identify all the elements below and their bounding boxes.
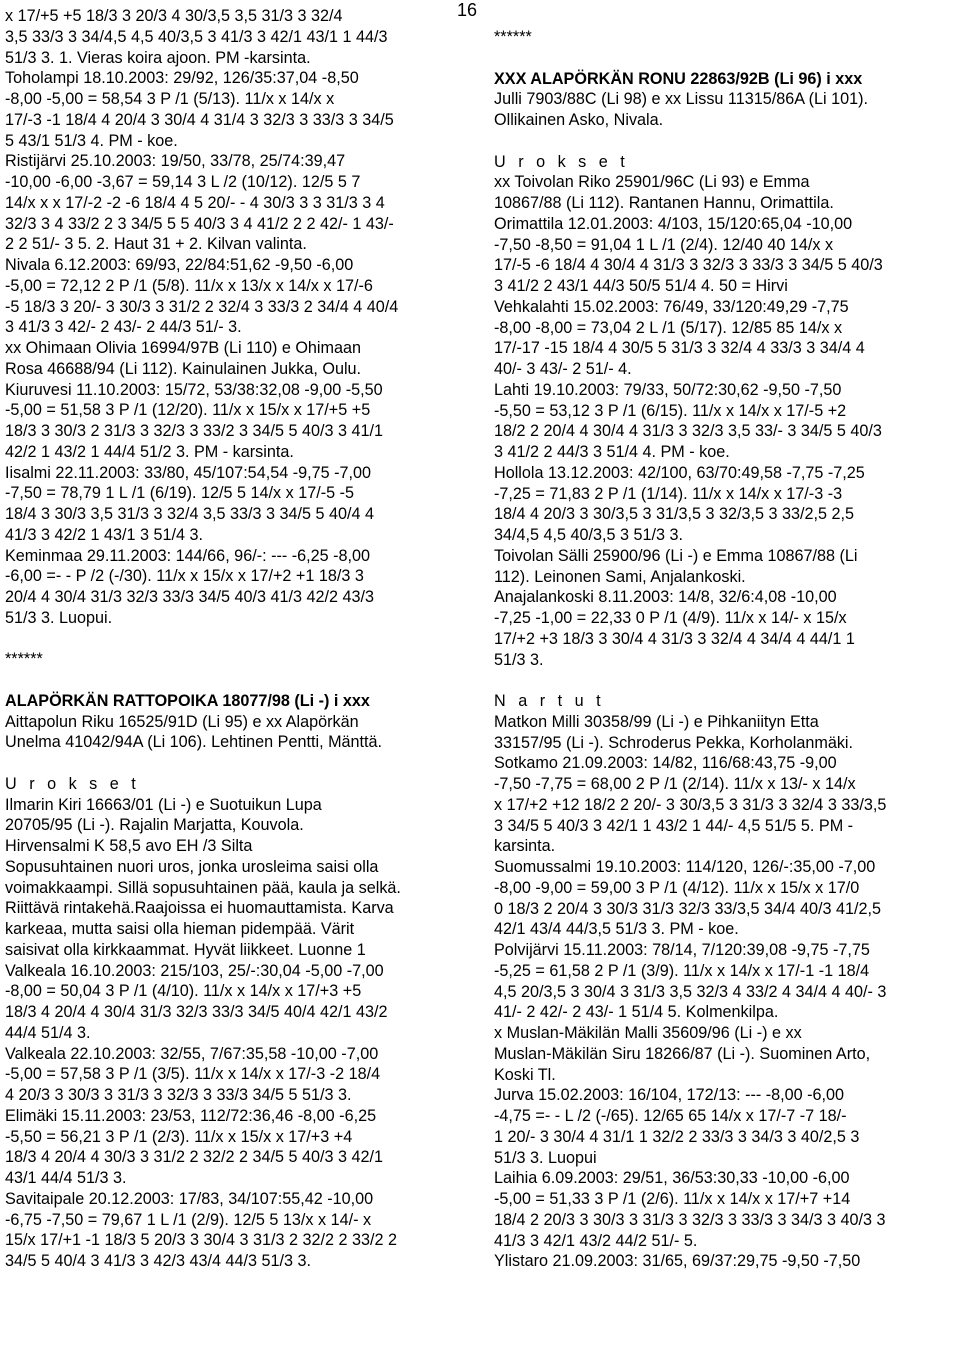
text-line: 4,5 20/3,5 3 30/4 3 31/3 3,5 32/3 4 33/2 4 34/4 4 40/- 3 [494, 982, 887, 1001]
text-line: 41/3 3 42/2 1 43/1 3 51/4 3. [5, 525, 204, 544]
text-line: 51/3 3. [494, 650, 544, 669]
text-line: 3 41/3 3 42/- 2 43/- 2 44/3 51/- 3. [5, 318, 242, 337]
text-line: Anajalankoski 8.11.2003: 14/8, 32/6:4,08 -10,00 [494, 588, 837, 607]
text-line: x 17/+2 +12 18/2 2 20/- 3 30/3,5 3 31/3 3 32/4 3 33/3,5 [494, 795, 887, 814]
text-line: Hollola 13.12.2003: 42/100, 63/70:49,58 -7,75 -7,25 [494, 463, 865, 482]
text-line [5, 670, 467, 691]
text-line: 42/2 1 43/2 1 44/4 51/2 3. PM - karsinta. [5, 442, 294, 461]
text-line: -7,50 -8,50 = 91,04 1 L /1 (2/4). 12/40 40 14/x x [494, 235, 834, 254]
text-line: -5,00 = 72,12 2 P /1 (5/8). 11/x x 13/x x 14/x x 17/-6 [5, 276, 373, 295]
text-line: -10,00 -6,00 -3,67 = 59,14 3 L /2 (10/12). 12/5 5 7 [5, 173, 361, 191]
page-number: 16 [457, 0, 478, 20]
text-line: ****** [5, 650, 43, 669]
text-line: -7,25 -1,00 = 22,33 0 P /1 (4/9). 11/x x 14/- x 15/x [494, 609, 847, 627]
text-line: Valkeala 22.10.2003: 32/55, 7/67:35,58 -10,00 -7,00 [5, 1044, 379, 1063]
text-line: 20705/95 (Li -). Rajalin Marjatta, Kouvola. [5, 816, 304, 835]
text-line: -5,00 = 51,33 3 P /1 (2/6). 11/x x 14/x x 17/+7 +14 [494, 1190, 851, 1208]
text-line: -6,00 =- - P /2 (-/30). 11/x x 15/x x 17/+2 +1 18/3 3 [5, 567, 364, 586]
text-line: 17/+2 +3 18/3 3 30/4 4 31/3 3 32/4 4 34/4 4 44/1 1 [494, 629, 855, 648]
text-line: 2 2 51/- 3 5. 2. Haut 31 + 2. Kilvan valinta. [5, 235, 307, 254]
text-line: Muslan-Mäkilän Siru 18266/87 (Li -). Suominen Arto, [494, 1044, 871, 1063]
text-line: 17/-5 -6 18/4 4 30/4 4 31/3 3 32/3 3 33/3 3 34/5 5 40/3 [494, 256, 883, 275]
text-line: Ilmarin Kiri 16663/01 (Li -) e Suotuikun Lupa [5, 795, 322, 814]
text-line: ALAPÖRKÄN RATTOPOIKA 18077/98 (Li -) i xxx [5, 691, 370, 710]
text-line: 1 20/- 3 30/4 4 31/1 1 32/2 2 33/3 3 34/3 3 40/2,5 3 [494, 1127, 860, 1146]
text-line: 43/1 44/4 51/3 3. [5, 1169, 127, 1187]
text-line: 14/x x x 17/-2 -2 -6 18/4 4 5 20/- - 4 30/3 3 3 31/3 3 4 [5, 193, 385, 212]
text-line: Kiuruvesi 11.10.2003: 15/72, 53/38:32,08 -9,00 -5,50 [5, 380, 383, 399]
text-line: 3,5 33/3 3 34/4,5 4,5 40/3,5 3 41/3 3 42/1 43/1 1 44/3 [5, 27, 388, 46]
text-line: xx Ohimaan Olivia 16994/97B (Li 110) e Ohimaan [5, 339, 362, 357]
text-line: 17/-17 -15 18/4 4 30/5 5 31/3 3 32/4 4 33/3 3 34/4 4 [494, 339, 865, 358]
text-line: -5 18/3 3 20/- 3 30/3 3 31/2 2 32/4 3 33/3 2 34/4 4 40/4 [5, 297, 399, 316]
text-line: Ristijärvi 25.10.2003: 19/50, 33/78, 25/74:39,47 [5, 152, 346, 171]
text-line: 40/- 3 43/- 2 51/- 4. [494, 360, 632, 378]
text-line: -7,50 -7,75 = 68,00 2 P /1 (2/14). 11/x x 13/- x 14/x [494, 775, 856, 793]
text-line: Suomussalmi 19.10.2003: 114/120, 126/-:35,00 -7,00 [494, 858, 876, 876]
text-line: -7,50 = 78,79 1 L /1 (6/19). 12/5 5 14/x x 17/-5 -5 [5, 484, 355, 503]
text-line: -5,50 = 53,12 3 P /1 (6/15). 11/x x 14/x x 17/-5 +2 [494, 401, 847, 420]
text-line: -5,25 = 61,58 2 P /1 (3/9). 11/x x 14/x x 17/-1 -1 18/4 [494, 961, 870, 980]
text-line: Matkon Milli 30358/99 (Li -) e Pihkaniityn Etta [494, 712, 819, 731]
text-line: Vehkalahti 15.02.2003: 76/49, 33/120:49,29 -7,75 [494, 297, 849, 316]
text-line: 18/4 3 30/3 3,5 31/3 3 32/4 3,5 33/3 3 34/5 5 40/4 4 [5, 505, 375, 523]
text-line: -4,75 =- - L /2 (-/65). 12/65 65 14/x x 17/-7 -7 18/- [494, 1107, 847, 1125]
text-line: karsinta. [494, 837, 556, 856]
text-line: XXX ALAPÖRKÄN RONU 22863/92B (Li 96) i xxx [494, 69, 863, 88]
text-line: 15/x 17/+1 -1 18/3 5 20/3 3 30/4 3 31/3 2 32/2 2 33/2 2 [5, 1231, 397, 1250]
text-line: 41/- 2 42/- 2 43/- 1 51/4 5. Kolmenkilpa. [494, 1003, 779, 1022]
text-line: 34/4,5 4,5 40/3,5 3 51/3 3. [494, 526, 684, 544]
text-line: Lahti 19.10.2003: 79/33, 50/72:30,62 -9,50 -7,50 [494, 380, 842, 399]
text-line: -5,00 = 51,58 3 P /1 (12/20). 11/x x 15/x x 17/+5 +5 [5, 401, 371, 420]
text-line: Keminmaa 29.11.2003: 144/66, 96/-: --- -6,25 -8,00 [5, 546, 371, 565]
text-line: Unelma 41042/94A (Li 106). Lehtinen Pentti, Mänttä. [5, 733, 383, 752]
text-line: 3 41/2 2 43/1 44/3 50/5 51/4 4. 50 = Hirvi [494, 277, 788, 295]
text-line: U r o k s e t [5, 774, 140, 793]
text-line: 4 20/3 3 30/3 3 31/3 3 32/3 3 33/3 34/5 5 51/3 3. [5, 1086, 352, 1104]
text-line: -8,00 -9,00 = 59,00 3 P /1 (4/12). 11/x x 15/x x 17/0 [494, 878, 860, 897]
text-line: 34/5 5 40/4 3 41/3 3 42/3 43/4 44/3 51/3 3. [5, 1252, 312, 1270]
text-line: 51/3 3. Luopui. [5, 608, 113, 627]
text-line: Sopusuhtainen nuori uros, jonka urosleima saisi olla [5, 857, 379, 876]
text-line: Ylistaro 21.09.2003: 31/65, 69/37:29,75 -9,50 -7,50 [494, 1252, 861, 1271]
text-line: Julli 7903/88C (Li 98) e xx Lissu 11315/86A (Li 101). [494, 90, 869, 109]
text-line: Koski Tl. [494, 1065, 556, 1084]
text-line: Elimäki 15.11.2003: 23/53, 112/72:36,46 -8,00 -6,25 [5, 1106, 377, 1125]
text-line: Ollikainen Asko, Nivala. [494, 111, 664, 129]
text-line: Laihia 6.09.2003: 29/51, 36/53:30,33 -10,00 -6,00 [494, 1169, 850, 1188]
text-line: 51/3 3. Luopui [494, 1148, 597, 1167]
text-line: 32/3 3 4 33/2 2 3 34/5 5 5 40/3 3 4 41/2 2 2 42/- 1 43/- [5, 214, 394, 233]
text-line: Polvijärvi 15.11.2003: 78/14, 7/120:39,08 -9,75 -7,75 [494, 941, 870, 959]
text-line: Aittapolun Riku 16525/91D (Li 95) e xx Alapörkän [5, 712, 359, 731]
text-line: U r o k s e t [494, 152, 629, 171]
right-column [494, 27, 956, 1272]
text-line: N a r t u t [494, 692, 605, 710]
text-line: 51/3 3. 1. Vieras koira ajoon. PM -karsinta. [5, 48, 311, 67]
text-line: 112). Leinonen Sami, Anjalankoski. [494, 567, 746, 586]
text-line [494, 670, 956, 691]
text-line: 18/3 4 20/4 4 30/3 3 31/2 2 32/2 2 34/5 5 40/3 3 42/1 [5, 1148, 384, 1167]
text-line: 20/4 4 30/4 31/3 32/3 33/3 34/5 40/3 41/3 42/2 43/3 [5, 588, 375, 606]
text-line: 18/3 4 20/4 4 30/4 31/3 32/3 33/3 34/5 40/4 42/1 43/2 [5, 1003, 388, 1021]
text-line: -8,00 -5,00 = 58,54 3 P /1 (5/13). 11/x x 14/x x [5, 90, 335, 108]
text-line: 33157/95 (Li -). Schroderus Pekka, Korholanmäki. [494, 733, 854, 752]
text-line: -5,50 = 56,21 3 P /1 (2/3). 11/x x 15/x x 17/+3 +4 [5, 1127, 353, 1146]
text-line: 18/4 4 20/3 3 30/3,5 3 31/3,5 3 32/3,5 3 33/2,5 2,5 [494, 505, 855, 524]
text-line: 41/3 3 42/1 43/2 44/2 51/- 5. [494, 1231, 698, 1250]
text-line: Savitaipale 20.12.2003: 17/83, 34/107:55,42 -10,00 [5, 1189, 374, 1208]
text-line: 3 41/2 2 44/3 3 51/4 4. PM - koe. [494, 443, 730, 461]
text-line: 18/3 3 30/3 2 31/3 3 32/3 3 33/2 3 34/5 5 40/3 3 41/1 [5, 422, 384, 440]
text-line: 0 18/3 2 20/4 3 30/3 31/3 32/3 33/3,5 34/4 40/3 41/2,5 [494, 899, 882, 918]
text-line: -6,75 -7,50 = 79,67 1 L /1 (2/9). 12/5 5 13/x x 14/- x [5, 1210, 372, 1229]
text-line: xx Toivolan Riko 25901/96C (Li 93) e Emma [494, 173, 810, 192]
text-line: -7,25 = 71,83 2 P /1 (1/14). 11/x x 14/x x 17/-3 -3 [494, 484, 843, 503]
text-line: Sotkamo 21.09.2003: 14/82, 116/68:43,75 -9,00 [494, 754, 837, 773]
text-line: -8,00 = 50,04 3 P /1 (4/10). 11/x x 14/x x 17/+3 +5 [5, 982, 362, 1001]
text-line: 5 43/1 51/3 4. PM - koe. [5, 131, 178, 150]
text-line: 44/4 51/4 3. [5, 1023, 91, 1042]
text-line: x Muslan-Mäkilän Malli 35609/96 (Li -) e xx [494, 1024, 802, 1042]
text-line: 10867/88 (Li 112). Rantanen Hannu, Orimattila. [494, 194, 834, 212]
text-line: Iisalmi 22.11.2003: 33/80, 45/107:54,54 -9,75 -7,00 [5, 463, 371, 482]
text-line [494, 48, 956, 69]
text-line: Orimattila 12.01.2003: 4/103, 15/120:65,04 -10,00 [494, 214, 853, 233]
text-line: Valkeala 16.10.2003: 215/103, 25/-:30,04 -5,00 -7,00 [5, 961, 384, 980]
text-line: -5,00 = 57,58 3 P /1 (3/5). 11/x x 14/x x 17/-3 -2 18/4 [5, 1065, 381, 1084]
text-line: 18/4 2 20/3 3 30/3 3 31/3 3 32/3 3 33/3 3 34/3 3 40/3 3 [494, 1210, 886, 1229]
text-line [494, 131, 956, 152]
text-line: Jurva 15.02.2003: 16/104, 172/13: --- -8,00 -6,00 [494, 1086, 845, 1105]
text-line: karkeaa, mutta saisi olla hieman pidempää. Värit [5, 920, 355, 938]
text-line: 3 34/5 5 40/3 3 42/1 1 43/2 1 44/- 4,5 51/5 5. PM - [494, 816, 854, 835]
text-line: Toivolan Sälli 25900/96 (Li -) e Emma 10867/88 (Li [494, 546, 858, 565]
text-line: 42/1 43/4 44/3,5 51/3 3. PM - koe. [494, 920, 739, 939]
text-line: ****** [494, 28, 532, 46]
text-line: Riittävä rintakehä.Raajoissa ei huomauttamista. Karva [5, 899, 394, 918]
text-line: x 17/+5 +5 18/3 3 20/3 4 30/3,5 3,5 31/3 3 32/4 [5, 7, 343, 25]
left-column [5, 6, 467, 1272]
text-line: Rosa 46688/94 (Li 112). Kainulainen Jukka, Oulu. [5, 359, 362, 378]
text-line [5, 753, 467, 774]
text-line: voimakkaampi. Sillä sopusuhtainen pää, kaula ja selkä. [5, 878, 401, 897]
text-line: Hirvensalmi K 58,5 avo EH /3 Silta [5, 837, 253, 855]
text-line [5, 629, 467, 650]
text-line: 18/2 2 20/4 4 30/4 4 31/3 3 32/3 3,5 33/- 3 34/5 5 40/3 [494, 422, 882, 441]
text-line: saisivat olla kirkkaammat. Hyvät liikkeet. Luonne 1 [5, 940, 366, 959]
text-line: -8,00 -8,00 = 73,04 2 L /1 (5/17). 12/85 85 14/x x [494, 318, 843, 337]
text-line: 17/-3 -1 18/4 4 20/4 3 30/4 4 31/4 3 32/3 3 33/3 3 34/5 [5, 110, 394, 129]
text-line: Toholampi 18.10.2003: 29/92, 126/35:37,04 -8,50 [5, 69, 359, 88]
text-line: Nivala 6.12.2003: 69/93, 22/84:51,62 -9,50 -6,00 [5, 256, 354, 274]
